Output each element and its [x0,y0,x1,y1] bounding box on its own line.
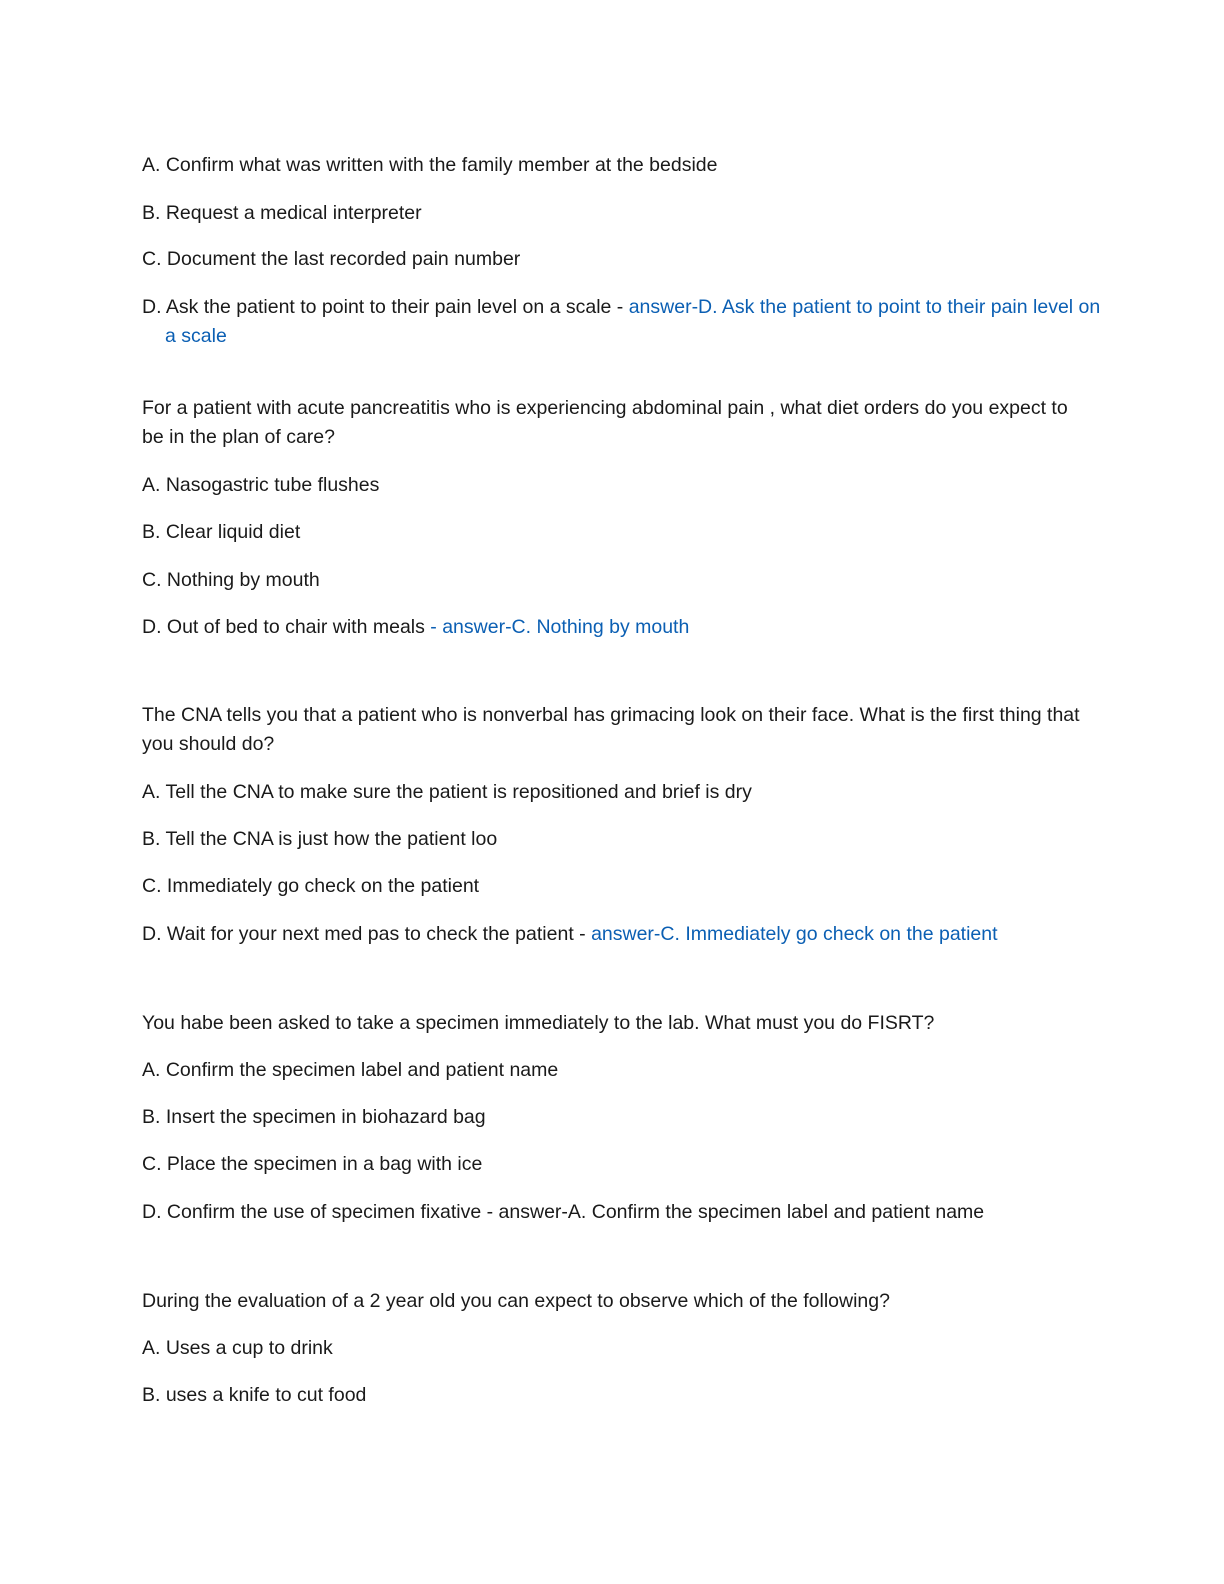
q2-option-d [142,613,1082,642]
q3-question: The CNA tells you that a patient who is nonverbal has grimacing look on their face. What is the first thing that you should do? [142,704,1080,755]
q3-option-c: C. Immediately go check on the patient [142,875,480,897]
q3-option-d [142,920,1082,949]
q4-option-b: B. Insert the specimen in biohazard bag [142,1106,486,1128]
q2-option-b: B. Clear liquid diet [142,521,301,543]
q5-question: During the evaluation of a 2 year old you can expect to observe which of the following? [142,1290,890,1312]
q5-option-a: A. Uses a cup to drink [142,1337,333,1359]
q3-option-a: A. Tell the CNA to make sure the patient is repositioned and brief is dry [142,781,752,803]
q1-option-d [142,293,1105,351]
q1-option-a: A. Confirm what was written with the family member at the bedside [142,154,718,176]
q2-question: For a patient with acute pancreatitis who is experiencing abdominal pain , what diet orders do you expect to be in the plan of care? [142,397,1068,448]
q5-option-b: B. uses a knife to cut food [142,1384,367,1406]
q4-option-d: D. Confirm the use of specimen fixative - answer-A. Confirm the specimen label and patient name [142,1201,985,1223]
q2-option-c: C. Nothing by mouth [142,569,320,591]
q4-option-c: C. Place the specimen in a bag with ice [142,1153,483,1175]
q2-option-d-text: D. Out of bed to chair with meals [142,616,425,638]
q1-option-c: C. Document the last recorded pain number [142,248,521,270]
q4-option-a: A. Confirm the specimen label and patient name [142,1059,559,1081]
q2-answer: - answer-C. Nothing by mouth [424,616,690,638]
q4-question: You habe been asked to take a specimen immediately to the lab. What must you do FISRT? [142,1012,935,1034]
q3-answer: answer-C. Immediately go check on the patient [591,923,998,945]
q1-option-d-text: D. Ask the patient to point to their pain level on a scale - [142,296,629,318]
q3-option-d-text: D. Wait for your next med pas to check the patient - [142,923,592,945]
q1-answer: answer-D. Ask the patient to point to their pain level on a scale [165,296,1101,347]
q1-option-b: B. Request a medical interpreter [142,202,422,224]
q3-option-b: B. Tell the CNA is just how the patient loo [142,828,498,850]
q2-option-a: A. Nasogastric tube flushes [142,474,380,496]
